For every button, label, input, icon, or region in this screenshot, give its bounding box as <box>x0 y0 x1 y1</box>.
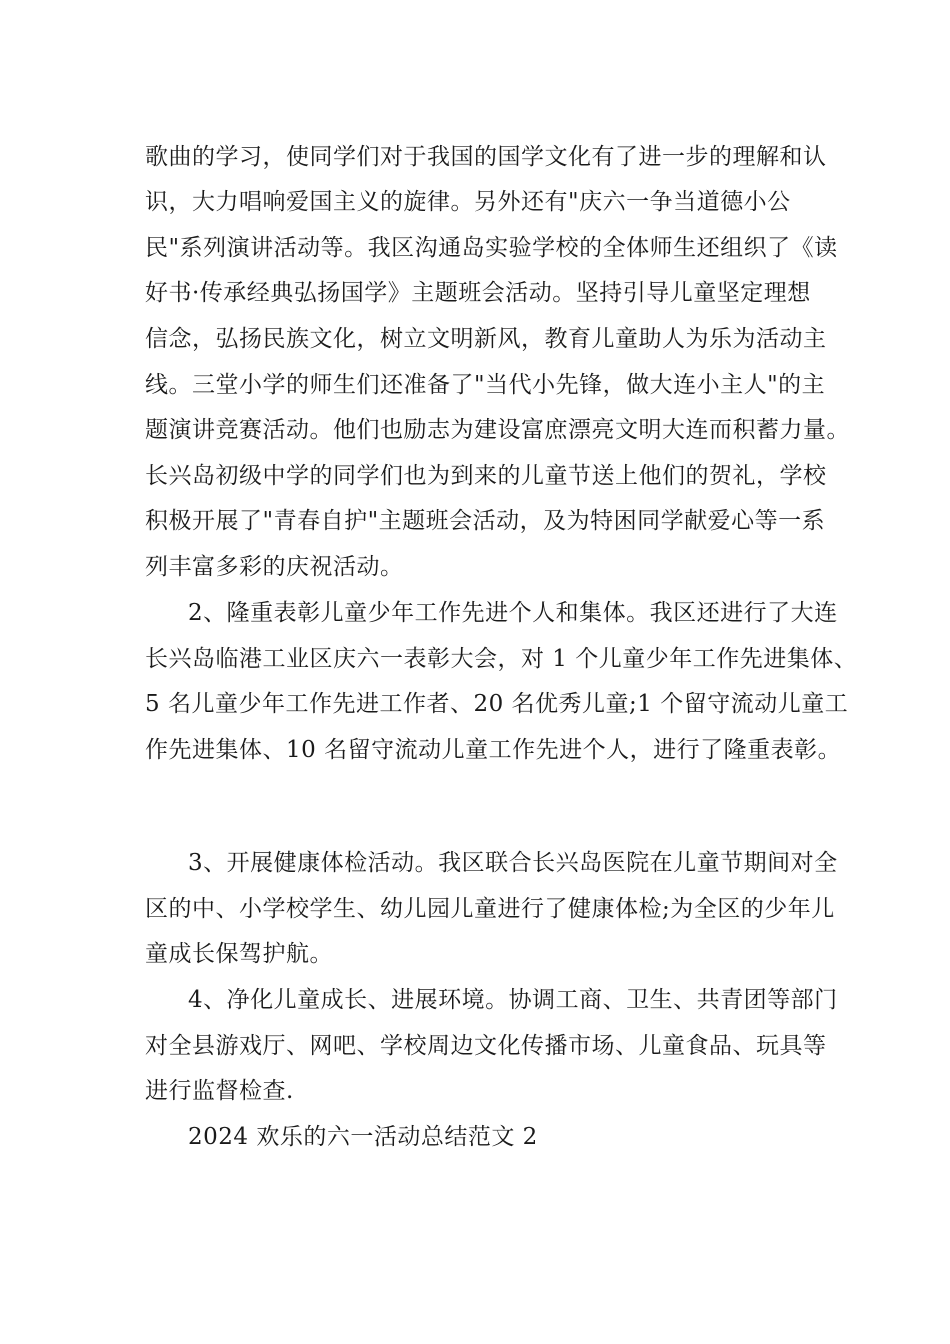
paragraph-1-line-1: 歌曲的学习，使同学们对于我国的国学文化有了进一步的理解和认 <box>145 144 827 170</box>
paragraph-4-line-1: 4、净化儿童成长、进展环境。协调工商、卫生、共青团等部门 <box>188 987 838 1013</box>
paragraph-1-line-4: 好书·传承经典弘扬国学》主题班会活动。坚持引导儿童坚定理想 <box>145 280 811 306</box>
paragraph-4-line-2: 对全县游戏厅、网吧、学校周边文化传播市场、儿童食品、玩具等 <box>145 1033 827 1059</box>
paragraph-2-line-1: 2、隆重表彰儿童少年工作先进个人和集体。我区还进行了大连 <box>188 600 838 626</box>
paragraph-2-line-2: 长兴岛临港工业区庆六一表彰大会，对 1 个儿童少年工作先进集体、 <box>145 646 858 672</box>
paragraph-1-line-5: 信念，弘扬民族文化，树立文明新风，教育儿童助人为乐为活动主 <box>145 326 827 352</box>
paragraph-1-line-10: 列丰富多彩的庆祝活动。 <box>145 554 404 580</box>
section-heading: 2024 欢乐的六一活动总结范文 2 <box>188 1124 538 1150</box>
paragraph-1-line-9: 积极开展了"青春自护"主题班会活动，及为特困同学献爱心等一系 <box>145 508 826 534</box>
paragraph-1-line-7: 题演讲竞赛活动。他们也励志为建设富庶漂亮文明大连而积蓄力量。 <box>145 417 850 443</box>
paragraph-1-line-6: 线。三堂小学的师生们还准备了"当代小先锋，做大连小主人"的主 <box>145 372 826 398</box>
paragraph-3-line-1: 3、开展健康体检活动。我区联合长兴岛医院在儿童节期间对全 <box>188 850 838 876</box>
paragraph-1-line-3: 民"系列演讲活动等。我区沟通岛实验学校的全体师生还组织了《读 <box>145 235 838 261</box>
paragraph-3-line-2: 区的中、小学校学生、幼儿园儿童进行了健康体检;为全区的少年儿 <box>145 896 835 922</box>
paragraph-1-line-2: 识，大力唱响爱国主义的旋律。另外还有"庆六一争当道德小公 <box>145 189 791 215</box>
paragraph-2-line-4: 作先进集体、10 名留守流动儿童工作先进个人，进行了隆重表彰。 <box>145 737 842 763</box>
paragraph-3-line-3: 童成长保驾护航。 <box>145 941 333 967</box>
paragraph-2-line-3: 5 名儿童少年工作先进工作者、20 名优秀儿童;1 个留守流动儿童工 <box>145 691 849 717</box>
paragraph-1-line-8: 长兴岛初级中学的同学们也为到来的儿童节送上他们的贺礼，学校 <box>145 463 827 489</box>
paragraph-4-line-3: 进行监督检查. <box>145 1078 294 1104</box>
